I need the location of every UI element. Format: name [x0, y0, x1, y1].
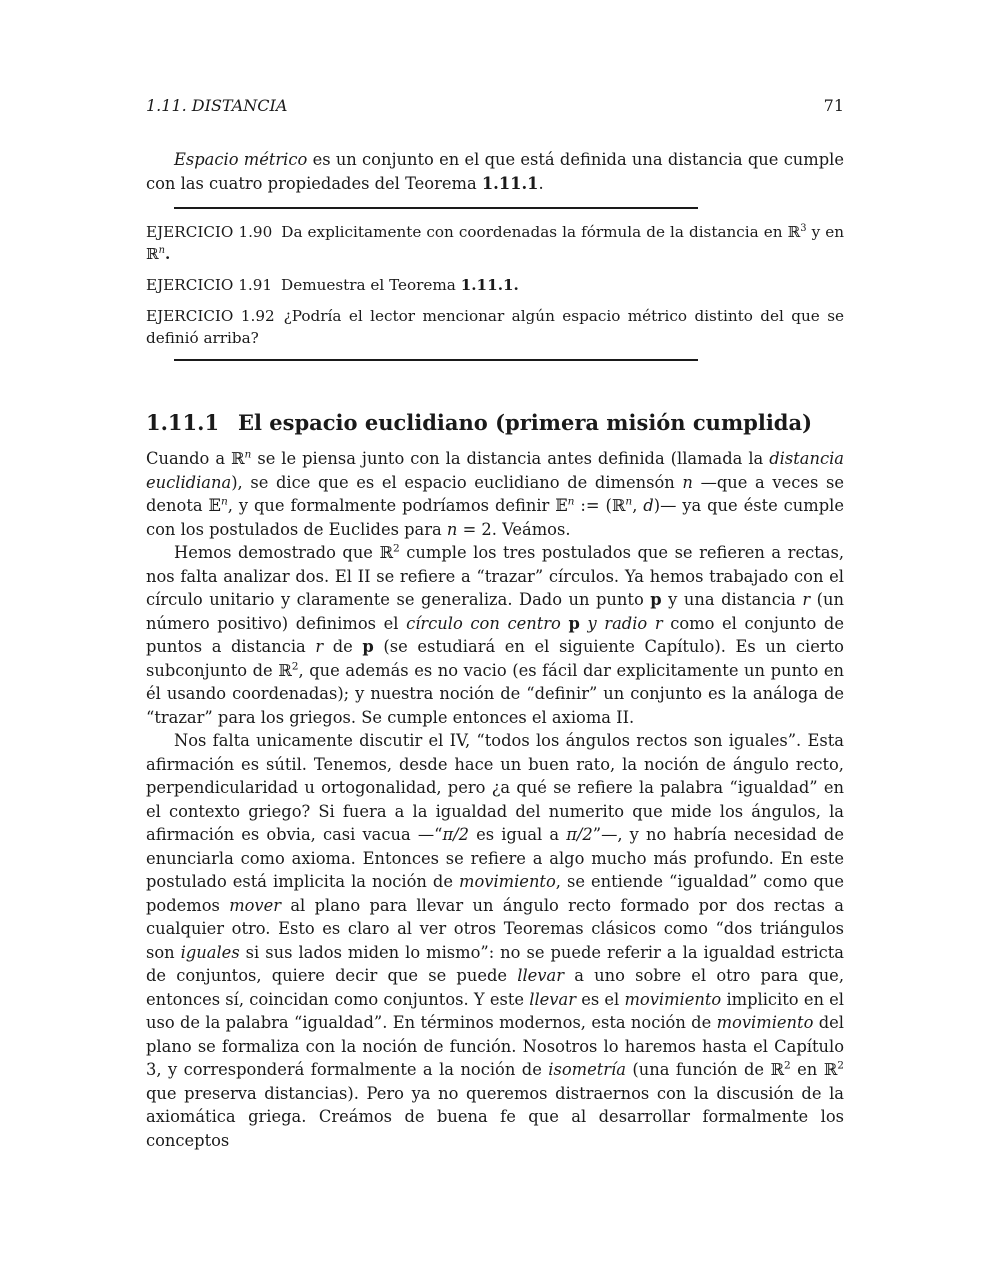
section-heading — [146, 409, 844, 437]
page-number: 71 — [823, 96, 844, 115]
paragraph-1: Cuando a ℝ$^n$ se le piensa junto con la distancia antes definida (llamada la distancia euclidiana), se dice que es el espacio euclidiano de dimensón n —que a veces se denota 𝔼$^n$, y que formalmente podríamos definir 𝔼$^n$ := (ℝ$^n$, d)— ya que éste cumple con los postulados de Euclides para n = 2. Veámos. — [146, 448, 845, 539]
exercise-block — [146, 209, 844, 359]
exercise-bottom-rule — [174, 359, 698, 361]
exercise-1-92: EJERCICIO 1.92 ¿Podría el lector mencionar algún espacio métrico distinto del que se definió arriba? — [146, 307, 844, 347]
exercise-label: EJERCICIO 1.90 — [146, 223, 273, 241]
section-body — [146, 447, 844, 1152]
exercise-label: EJERCICIO 1.91 — [146, 276, 273, 294]
definition-paragraph: Espacio métrico es un conjunto en el que está definida una distancia que cumple con las cuatro propiedades del Teorema 1.11.1. — [146, 150, 844, 193]
exercise-label: EJERCICIO 1.92 — [146, 307, 275, 325]
exercise-1-91: EJERCICIO 1.91 Demuestra el Teorema 1.11.1. — [146, 276, 519, 294]
paragraph-2: Hemos demostrado que ℝ$^2$ cumple los tres postulados que se refieren a rectas, nos falta analizar dos. El II se refiere a “trazar” círculos. Ya hemos trabajado con el círculo unitario y claramente se generaliza. Dado un punto p y una distancia r (un número positivo) definimos el círculo con centro p y radio r como el conjunto de puntos a distancia r de p (se estudiará en el siguiente Capítulo). Es un cierto subconjunto de ℝ$^2$, que además es no vacio (es fácil dar explicitamente un punto en él usando coordenadas); y nuestra noción de “definir” un conjunto es la análoga de “trazar” para los griegos. Se cumple entonces el axioma II. — [146, 542, 844, 727]
running-header — [146, 94, 844, 118]
page — [146, 94, 844, 1152]
paragraph-3: Nos falta unicamente discutir el IV, “todos los ángulos rectos son iguales”. Esta afirmación es sútil. Tenemos, desde hace un buen rato, la noción de ángulo recto, perpendicularidad u ortogonalidad, pero ¿a qué se refiere la palabra “igualdad” en el contexto griego? Si fuera a la igualdad del numerito que mide los ángulos, la afirmación es obvia, casi vacua —“π/2 es igual a π/2”—, y no habría necesidad de enunciarla como axioma. Entonces se refiere a algo mucho más profundo. En este postulado está implicita la noción de movimiento, se entiende “igualdad” como que podemos mover al plano para llevar un ángulo recto formado por dos rectas a cualquier otro. Esto es claro al ver otros Teoremas clásicos como “dos triángulos son iguales si sus lados miden lo mismo”: no se puede referir a la igualdad estricta de conjuntos, quiere decir que se puede llevar a uno sobre el otro para que, entonces sí, coincidan como conjuntos. Y este llevar es el movimiento implicito en el uso de la palabra “igualdad”. En términos modernos, esta noción de movimiento del plano se formaliza con la noción de función. Nosotros lo haremos hasta el Capítulo 3, y corresponderá formalmente a la noción de isometría (una función de ℝ$^2$ en ℝ$^2$ que preserva distancias). Pero ya no queremos distraernos con la discusión de la axiomática griega. Creámos de buena fe que al desarrollar formalmente los conceptos — [146, 731, 845, 1150]
defined-term: Espacio métrico — [174, 150, 308, 169]
exercise-1-90: EJERCICIO 1.90 Da explicitamente con coordenadas la fórmula de la distancia en ℝ$^3$ y en ℝ$^n$. — [146, 222, 844, 263]
section-title: El espacio euclidiano (primera misión cumplida) — [238, 410, 813, 435]
theorem-ref: 1.11.1. — [460, 276, 519, 294]
section-number: 1.11.1 — [146, 410, 220, 435]
theorem-ref: 1.11.1 — [481, 173, 539, 193]
running-title: 1.11. DISTANCIA — [146, 96, 288, 115]
